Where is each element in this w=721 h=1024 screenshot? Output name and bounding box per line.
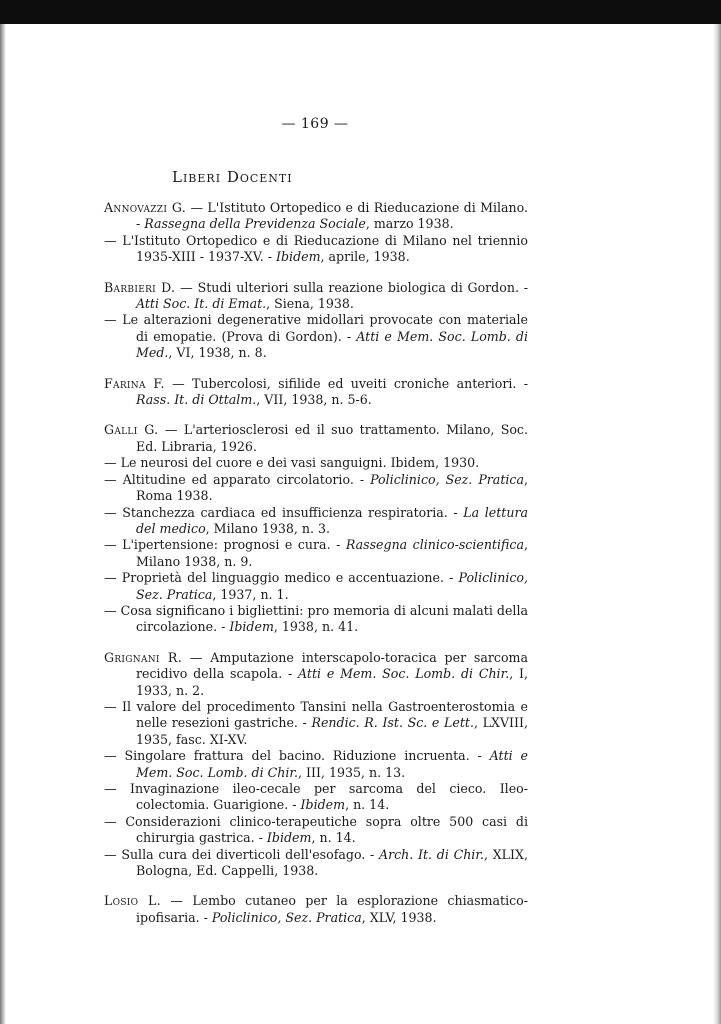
entry-dash: — [104, 570, 122, 586]
author-name: Farina F. [104, 375, 165, 391]
entry-details: , n. 14. [311, 830, 356, 846]
entry-details: , VII, 1938, n. 5-6. [256, 392, 372, 408]
entry-title: Le neurosi del cuore e dei vasi sanguigni. Ibidem, 1930. [120, 455, 480, 471]
bibliography-entry [104, 847, 528, 880]
entry-title: L'ipertensione: prognosi e cura. - [122, 537, 346, 553]
entry-source: Ibidem [266, 830, 312, 846]
entry-details: , Milano 1938, n. 9. [136, 537, 528, 569]
page-number: — 169 — [281, 116, 349, 132]
bibliography-list [104, 200, 528, 940]
bibliography-entry [104, 537, 528, 570]
entry-details: , VI, 1938, n. 8. [168, 345, 267, 361]
bibliography-entry [104, 422, 528, 455]
entry-dash: — [158, 422, 184, 438]
entry-details: , LXVIII, 1935, fasc. XI-XV. [136, 715, 528, 747]
entry-title: Stanchezza cardiaca ed insufficienza respiratoria. - [122, 504, 464, 520]
entry-source: Ibidem [276, 249, 321, 265]
entry-details: , III, 1935, n. 13. [298, 764, 406, 780]
author-block-annovazzi [104, 200, 528, 266]
entry-title: Invaginazione ileo-cecale per sarcoma del cieco. Ileo-colectomia. Guarigione. - [130, 781, 528, 813]
author-block-galli [104, 422, 528, 635]
entry-details: , aprile, 1938. [320, 249, 410, 265]
entry-source: Rendic. R. Ist. Sc. e Lett. [311, 715, 474, 731]
bibliography-entry [104, 603, 528, 636]
entry-source: Atti e Mem. Soc. Lomb. di Med. [136, 328, 528, 361]
entry-dash: — [104, 455, 121, 471]
entry-dash: — [186, 200, 208, 215]
entry-source: Ibidem [229, 619, 274, 635]
entry-dash: — [160, 893, 193, 909]
entry-title: Il valore del procedimento Tansini nella Gastroenterostomia e nelle resezioni gastriche. - [122, 698, 528, 731]
entry-title: Lembo cutaneo per la esplorazione chiasmatico-ipofisaria. - [136, 893, 528, 925]
bibliography-entry [104, 748, 528, 781]
entry-dash: — [104, 846, 122, 862]
entry-dash: — [175, 279, 198, 295]
entry-title: L'arteriosclerosi ed il suo trattamento. Milano, Soc. Ed. Libraria, 1926. [136, 422, 528, 454]
author-block-barbieri [104, 280, 528, 362]
entry-title: Singolare frattura del bacino. Riduzione incruenta. - [124, 748, 490, 764]
scan-left-edge [0, 24, 6, 1024]
entry-source: Rass. It. di Ottalm. [136, 392, 257, 408]
entry-details: , Milano 1938, n. 3. [205, 520, 331, 536]
entry-title: Altitudine ed apparato circolatorio. - [122, 471, 371, 487]
entry-title: Le alterazioni degenerative midollari provocate con materiale di emopatie. (Prova di Gordon). - [122, 312, 528, 344]
entry-details: , XLV, 1938. [361, 909, 437, 925]
author-name: Annovazzi G. [104, 200, 187, 215]
entry-title: Proprietà del linguaggio medico e accentuazione. - [121, 570, 459, 586]
entry-dash: — [104, 748, 125, 764]
scan-top-border [0, 0, 721, 24]
entry-source: Rassegna clinico-scientifica [345, 537, 524, 553]
bibliography-entry [104, 233, 528, 266]
scan-right-edge [713, 24, 721, 1024]
author-name: Losio L. [104, 893, 161, 909]
entry-details: , Siena, 1938. [266, 296, 354, 312]
entry-dash: — [104, 698, 123, 714]
author-name: Grignani R. [104, 649, 183, 665]
entry-details: , 1937, n. 1. [212, 586, 289, 602]
entry-title: Tubercolosi, sifilide ed uveiti croniche anteriori. - [192, 375, 528, 391]
bibliography-entry [104, 312, 528, 361]
bibliography-entry [104, 781, 528, 814]
entry-source: Atti e Mem. Soc. Lomb. di Chir. [136, 748, 528, 780]
entry-dash: — [164, 375, 192, 391]
author-name: Barbieri D. [104, 279, 176, 295]
entry-dash: — [182, 649, 211, 665]
entry-details: , XLIX, Bologna, Ed. Cappelli, 1938. [136, 846, 528, 879]
bibliography-entry [104, 472, 528, 505]
entry-source: Atti e Mem. Soc. Lomb. di Chir. [298, 666, 510, 682]
entry-dash: — [104, 602, 121, 618]
entry-details: , n. 14. [345, 797, 390, 813]
bibliography-entry [104, 699, 528, 748]
entry-dash: — [104, 504, 123, 520]
author-name: Galli G. [104, 422, 159, 438]
entry-dash: — [104, 312, 123, 328]
entry-dash: — [104, 471, 123, 487]
entry-title: L'Istituto Ortopedico e di Rieducazione di Milano nel triennio 1935-XIII - 1937-XV. - [122, 232, 528, 265]
entry-dash: — [104, 537, 123, 553]
bibliography-entry [104, 200, 528, 233]
entry-source: Atti Soc. It. di Emat. [136, 296, 267, 312]
bibliography-entry [104, 376, 528, 409]
entry-source: Policlinico, Sez. Pratica [211, 909, 362, 925]
author-block-farina [104, 376, 528, 409]
entry-details: , 1938, n. 41. [273, 619, 359, 635]
bibliography-entry [104, 893, 528, 926]
bibliography-entry [104, 814, 528, 847]
entry-title: Amputazione interscapolo-toracica per sarcoma recidivo della scapola. - [136, 649, 528, 682]
entry-dash: — [104, 813, 126, 829]
entry-details: , I, 1933, n. 2. [136, 666, 528, 698]
entry-title: Considerazioni clinico-terapeutiche sopra oltre 500 casi di chirurgia gastrica. - [125, 813, 528, 846]
entry-source: Ibidem [300, 797, 346, 813]
entry-dash: — [104, 232, 123, 248]
bibliography-entry [104, 280, 528, 313]
entry-source: Arch. It. di Chir. [379, 846, 484, 862]
section-title: Liberi Docenti [172, 168, 293, 186]
bibliography-entry [104, 455, 528, 471]
entry-source: Policlinico, Sez. Pratica [136, 570, 528, 602]
entry-title: Cosa significano i bigliettini: pro memoria di alcuni malati della circolazione. - [120, 602, 528, 635]
entry-title: Studi ulteriori sulla reazione biologica di Gordon. - [197, 279, 528, 295]
author-block-losio [104, 893, 528, 926]
entry-source: Rassegna della Previdenza Sociale [144, 216, 366, 232]
entry-source: Policlinico, Sez. Pratica [370, 471, 524, 487]
entry-details: , marzo 1938. [365, 216, 454, 232]
entry-title: L'Istituto Ortopedico e di Rieducazione di Milano. - [136, 200, 529, 232]
entry-dash: — [104, 781, 131, 796]
entry-details: , Roma 1938. [136, 471, 528, 504]
bibliography-entry [104, 505, 528, 538]
entry-title: Sulla cura dei diverticoli dell'esofago. - [121, 846, 379, 862]
bibliography-entry [104, 650, 528, 699]
entry-source: La lettura del medico [136, 504, 528, 536]
bibliography-entry [104, 570, 528, 603]
author-block-grignani [104, 650, 528, 880]
